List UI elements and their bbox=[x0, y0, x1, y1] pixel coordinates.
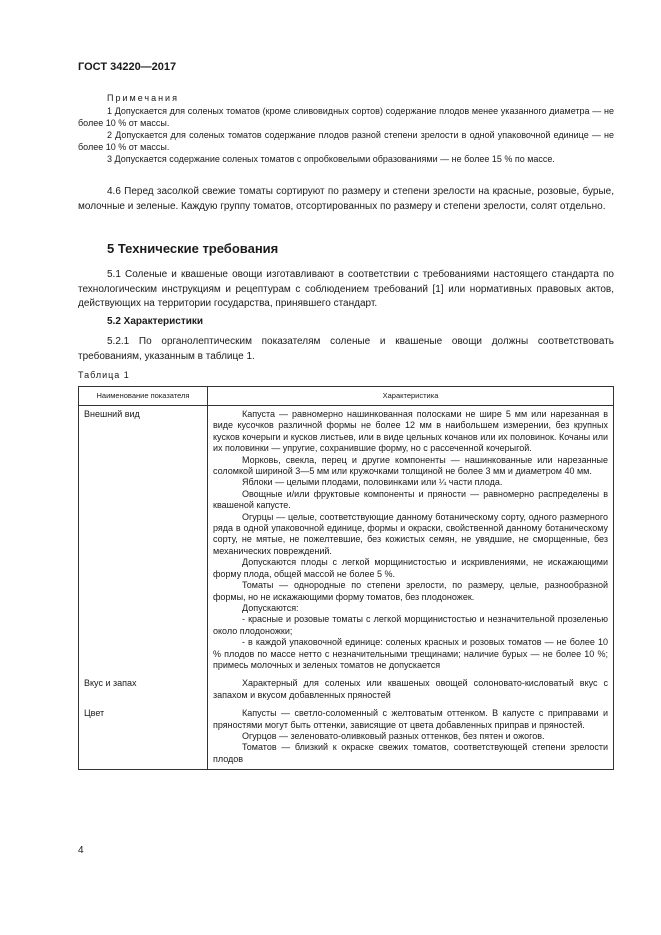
characteristic-paragraph: Огурцов — зеленовато-оливковый разных оттенков, без пятен и ожогов. bbox=[242, 730, 545, 741]
characteristic-paragraph: - в каждой упаковочной единице: соленых красных и розовых томатов — не более 10 % плодов по массе нетто с незначительными трещинами; наличие бурых — не более 10 %; примесь молочных и зеленых томатов не допускается bbox=[213, 637, 608, 670]
header-characteristic: Характеристика bbox=[208, 387, 614, 406]
row-name-cell: Внешний вид bbox=[79, 406, 208, 676]
characteristic-paragraph: Томаты — однородные по степени зрелости, по размеру, целые, разнообразной формы, но не искажающими форму томатов, без плодоножек. bbox=[213, 580, 608, 602]
characteristic-paragraph: Капуста — равномерно нашинкованная полосками не шире 5 мм или нарезанная в виде кусочков различной формы не более 12 мм в наибольшем измерении, без крупных кусков кочерыги и кусков листьев, или в виде цельных кочанов или их половинок. Кочаны или их половинки — упругие, сохранившие форму, но с рассеченной кочерыгой. bbox=[213, 409, 608, 454]
characteristic-paragraph: Допускаются плоды с легкой морщинистостью и искривлениями, не искажающими форму плода, общей массой не более 5 %. bbox=[213, 557, 608, 579]
header-indicator-name: Наименование показателя bbox=[79, 387, 208, 406]
paragraph-4-6: 4.6 Перед засолкой свежие томаты сортируют по размеру и степени зрелости на красные, розовые, бурые, молочные и зеленые. Каждую группу томатов, отсортированных по размеру и степени зрелости, солят отдельно. bbox=[78, 186, 614, 212]
page-number: 4 bbox=[78, 845, 84, 856]
subsection-5-2-heading: 5.2 Характеристики bbox=[107, 316, 204, 327]
notes-title: Примечания bbox=[107, 93, 179, 103]
characteristic-paragraph: Томатов — близкий к окраске свежих томатов, соответствующей степени зрелости плодов bbox=[213, 742, 608, 764]
notes-block bbox=[78, 105, 614, 165]
table-row bbox=[79, 705, 614, 770]
characteristic-paragraph: Допускаются: bbox=[242, 602, 299, 613]
note-item: 2 Допускается для соленых томатов содержание плодов разной степени зрелости в одной упаковочной единице — не более 10 % от массы. bbox=[78, 130, 614, 152]
characteristic-paragraph: Овощные и/или фруктовые компоненты и пряности — равномерно распределены в квашеной капусте. bbox=[213, 488, 608, 511]
characteristic-paragraph: Огурцы — целые, соответствующие данному ботаническому сорту, одного размерного ряда в одной упаковочной единице, формы и окраски, свойственной данному ботаническому сорту, не мятые, не пожелтевшие, без кожистых семян, не увядшие, не сморщенные, без механических повреждений. bbox=[213, 511, 608, 556]
characteristic-paragraph: - красные и розовые томаты с легкой морщинистостью и незначительной прозеленью около плодоножки; bbox=[213, 614, 608, 636]
section-5-heading: 5 Технические требования bbox=[107, 241, 279, 256]
note-item: 1 Допускается для соленых томатов (кроме сливовидных сортов) содержание плодов менее указанного диаметра — не более 10 % от массы. bbox=[78, 106, 614, 128]
table-row bbox=[79, 406, 614, 676]
characteristic-paragraph: Яблоки — целыми плодами, половинками или ¼ части плода. bbox=[242, 477, 503, 488]
characteristics-table bbox=[78, 386, 614, 770]
row-name-cell: Вкус и запах bbox=[79, 675, 208, 705]
row-characteristic-cell bbox=[208, 705, 614, 770]
characteristic-paragraph: Морковь, свекла, перец и другие компоненты — нашинкованные или нарезанные соломкой шириной 3—5 мм или кружочками толщиной не более 3 мм и диаметром 40 мм. bbox=[213, 454, 608, 477]
table-header-row bbox=[79, 387, 614, 406]
table-caption: Таблица 1 bbox=[78, 370, 130, 380]
paragraph-5-1: 5.1 Соленые и квашеные овощи изготавливают в соответствии с требованиями настоящего стандарта по технологическим инструкциям и рецептурам с соблюдением требований [1] или нормативных правовых актов, действующих на территории государства, принявшего стандарт. bbox=[78, 269, 614, 309]
paragraph-5-2-1: 5.2.1 По органолептическим показателям соленые и квашеные овощи должны соответствовать требованиям, указанным в таблице 1. bbox=[78, 336, 614, 362]
characteristic-paragraph: Характерный для соленых или квашеных овощей солоновато-кисловатый вкус с запахом и вкусом добавленных пряностей bbox=[213, 678, 608, 700]
table-row bbox=[79, 675, 614, 705]
row-name-cell: Цвет bbox=[79, 705, 208, 770]
row-characteristic-cell bbox=[208, 406, 614, 676]
characteristic-paragraph: Капусты — светло-соломенный с желтоватым оттенком. В капусте с приправами и пряностями могут быть оттенки, зависящие от цвета добавленных приправ и пряностей. bbox=[213, 708, 608, 730]
document-header-code: ГОСТ 34220—2017 bbox=[78, 61, 177, 73]
row-characteristic-cell bbox=[208, 675, 614, 705]
note-item: 3 Допускается содержание соленых томатов с опробковелыми образованиями — не более 15 % по массе. bbox=[107, 154, 555, 164]
